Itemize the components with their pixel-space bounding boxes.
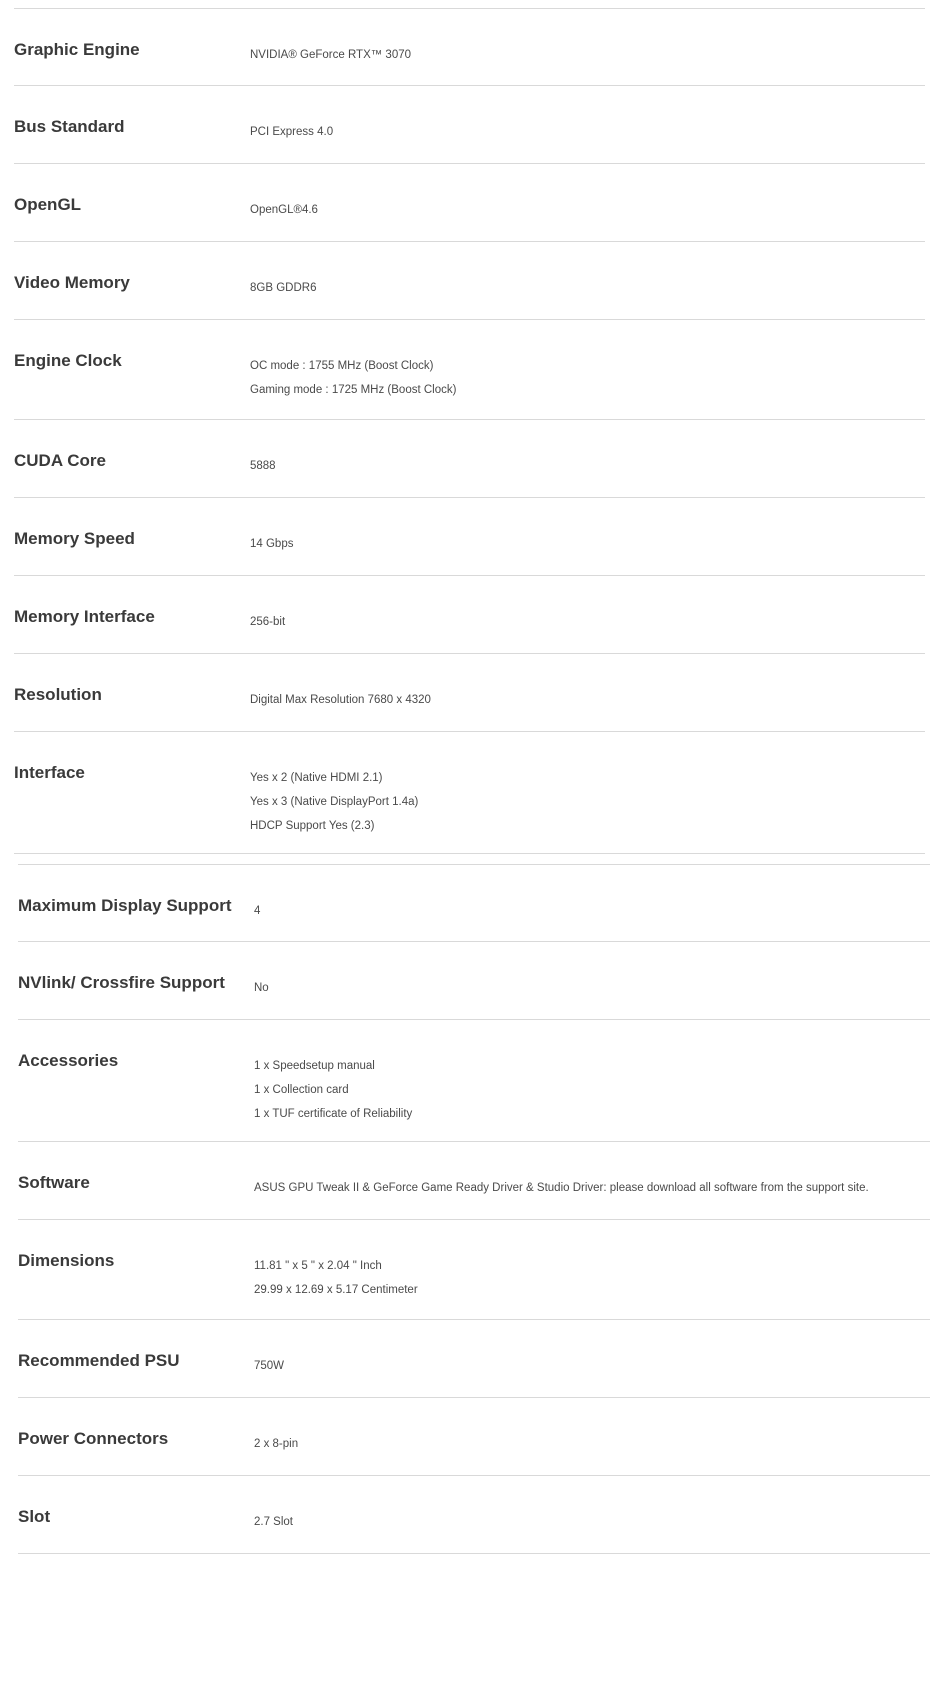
spec-value: 8GB GDDR6 — [250, 282, 317, 294]
spec-values — [250, 454, 276, 478]
spec-label: Resolution — [14, 685, 102, 704]
spec-value: PCI Express 4.0 — [250, 126, 334, 138]
spec-value: Gaming mode : 1725 MHz (Boost Clock) — [250, 384, 457, 396]
spec-values — [250, 43, 411, 67]
spec-label: CUDA Core — [14, 451, 106, 470]
spec-values — [254, 976, 269, 1000]
spec-group-main — [0, 8, 936, 854]
spec-label: Interface — [14, 763, 85, 782]
spec-value: OpenGL®4.6 — [250, 204, 318, 216]
spec-label: Maximum Display Support — [18, 896, 232, 915]
spec-label: Slot — [18, 1507, 51, 1526]
spec-label: OpenGL — [14, 195, 82, 214]
spec-row-bus-standard — [14, 86, 925, 164]
spec-value: 1 x TUF certificate of Reliability — [254, 1108, 413, 1120]
spec-row-nvlink-crossfire-support — [18, 942, 930, 1020]
spec-value: 750W — [254, 1360, 285, 1372]
spec-row-graphic-engine — [14, 8, 925, 86]
spec-label: Power Connectors — [18, 1429, 169, 1448]
spec-values — [250, 532, 293, 556]
spec-values — [254, 1054, 412, 1126]
spec-row-cuda-core — [14, 420, 925, 498]
spec-label: Dimensions — [18, 1251, 115, 1270]
spec-label: NVlink/ Crossfire Support — [18, 973, 225, 992]
spec-row-slot — [18, 1476, 930, 1554]
spec-value: HDCP Support Yes (2.3) — [250, 820, 375, 832]
spec-row-video-memory — [14, 242, 925, 320]
spec-value: 2.7 Slot — [254, 1516, 293, 1528]
spec-label: Accessories — [18, 1051, 119, 1070]
spec-value: 4 — [254, 905, 261, 917]
spec-value: 5888 — [250, 460, 276, 472]
spec-values — [250, 120, 333, 144]
spec-value: 256-bit — [250, 616, 286, 628]
spec-value: Digital Max Resolution 7680 x 4320 — [250, 694, 431, 706]
spec-value: OC mode : 1755 MHz (Boost Clock) — [250, 360, 434, 372]
spec-value: 1 x Collection card — [254, 1084, 349, 1096]
spec-row-power-connectors — [18, 1398, 930, 1476]
spec-values — [254, 1176, 869, 1200]
spec-label: Software — [18, 1173, 90, 1192]
spec-label: Recommended PSU — [18, 1351, 180, 1370]
spec-values — [250, 766, 418, 838]
spec-value: 11.81 " x 5 " x 2.04 " Inch — [254, 1260, 382, 1272]
spec-row-recommended-psu — [18, 1320, 930, 1398]
spec-value: 14 Gbps — [250, 538, 294, 550]
spec-row-memory-interface — [14, 576, 925, 654]
spec-value: 2 x 8-pin — [254, 1438, 299, 1450]
spec-values — [250, 688, 431, 712]
spec-row-software — [18, 1142, 930, 1220]
spec-label: Video Memory — [14, 273, 130, 292]
spec-label: Graphic Engine — [14, 40, 140, 59]
spec-values — [250, 610, 285, 634]
spec-table — [0, 8, 936, 1554]
spec-label: Engine Clock — [14, 351, 122, 370]
spec-values — [250, 354, 456, 402]
spec-value: Yes x 2 (Native HDMI 2.1) — [250, 772, 383, 784]
spec-values — [254, 1354, 284, 1378]
spec-row-resolution — [14, 654, 925, 732]
spec-row-opengl — [14, 164, 925, 242]
spec-value: ASUS GPU Tweak II & GeForce Game Ready Driver & Studio Driver: please download all software from the support site. — [254, 1182, 869, 1194]
spec-label: Memory Speed — [14, 529, 135, 548]
spec-values — [254, 899, 260, 923]
spec-values — [254, 1254, 418, 1302]
spec-row-interface — [14, 732, 925, 854]
spec-value: 29.99 x 12.69 x 5.17 Centimeter — [254, 1284, 418, 1296]
spec-value: NVIDIA® GeForce RTX™ 3070 — [250, 49, 412, 61]
spec-value: 1 x Speedsetup manual — [254, 1060, 375, 1072]
spec-values — [250, 276, 316, 300]
spec-value: Yes x 3 (Native DisplayPort 1.4a) — [250, 796, 419, 808]
spec-values — [250, 198, 318, 222]
spec-group-extra — [0, 864, 936, 1554]
spec-values — [254, 1432, 298, 1456]
spec-row-memory-speed — [14, 498, 925, 576]
spec-label: Memory Interface — [14, 607, 155, 626]
spec-row-engine-clock — [14, 320, 925, 420]
spec-values — [254, 1510, 293, 1534]
spec-row-accessories — [18, 1020, 930, 1142]
spec-row-maximum-display-support — [18, 864, 930, 942]
spec-row-dimensions — [18, 1220, 930, 1320]
spec-value: No — [254, 982, 269, 994]
spec-label: Bus Standard — [14, 117, 125, 136]
